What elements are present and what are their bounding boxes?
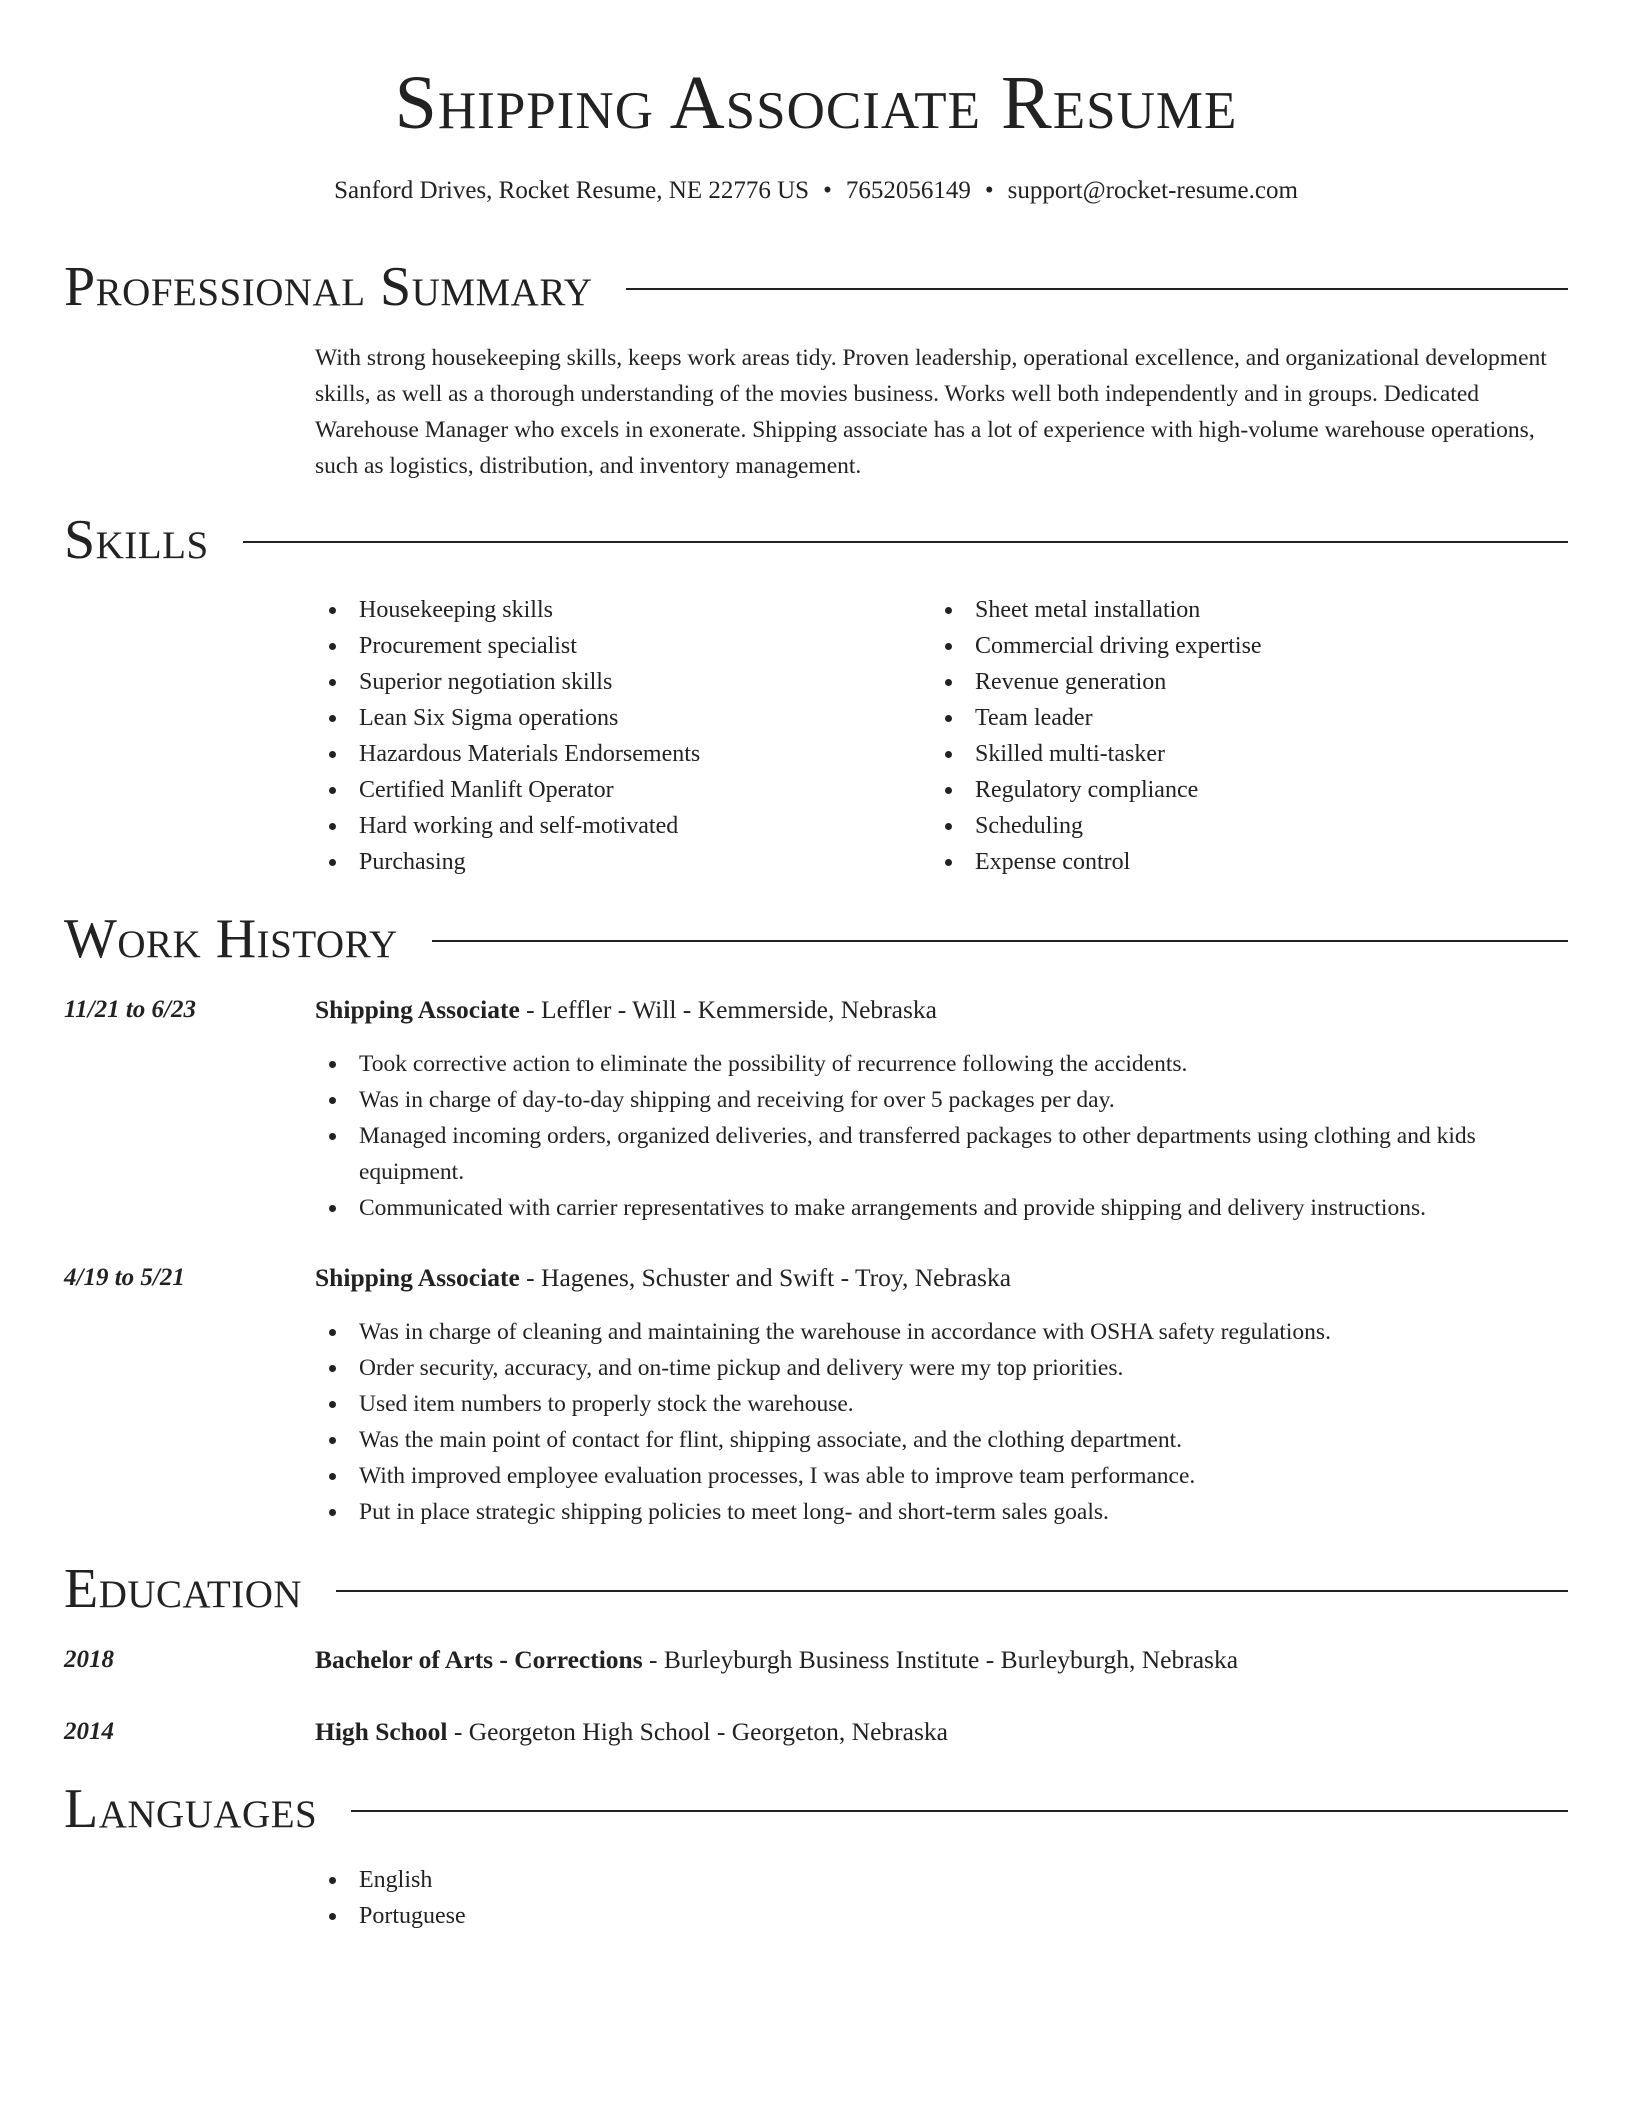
section-header-languages bbox=[64, 1776, 1568, 1842]
languages-list bbox=[315, 1862, 1315, 1934]
job-duties-list bbox=[315, 1046, 1570, 1226]
skill-item: Housekeeping skills bbox=[315, 592, 915, 628]
skill-item: Procurement specialist bbox=[315, 628, 915, 664]
education-year: 2014 bbox=[64, 1718, 114, 1745]
section-divider bbox=[243, 541, 1568, 543]
job-heading bbox=[315, 992, 1570, 1028]
job-duty: Communicated with carrier representatives to make arrangements and provide shipping and delivery instructions. bbox=[315, 1190, 1570, 1226]
education-heading bbox=[315, 1642, 1570, 1678]
job-duty: Was in charge of day-to-day shipping and receiving for over 5 packages per day. bbox=[315, 1082, 1570, 1118]
skill-item: Skilled multi-tasker bbox=[931, 736, 1571, 772]
contact-email[interactable]: support@rocket-resume.com bbox=[1007, 177, 1298, 204]
section-divider bbox=[626, 288, 1568, 290]
contact-separator: • bbox=[984, 177, 994, 204]
skills-list-left bbox=[315, 592, 915, 880]
section-title-skills: Skills bbox=[64, 509, 209, 571]
contact-address: Sanford Drives, Rocket Resume, NE 22776 US bbox=[334, 177, 810, 204]
skill-item: Superior negotiation skills bbox=[315, 664, 915, 700]
skills-list-right bbox=[931, 592, 1571, 880]
skill-item: Scheduling bbox=[931, 808, 1571, 844]
section-title-education: Education bbox=[64, 1558, 303, 1620]
skill-item: Team leader bbox=[931, 700, 1571, 736]
section-divider bbox=[351, 1810, 1568, 1812]
skill-item: Certified Manlift Operator bbox=[315, 772, 915, 808]
language-item: English bbox=[315, 1862, 1315, 1898]
job-duty: Took corrective action to eliminate the possibility of recurrence following the accidents. bbox=[315, 1046, 1570, 1082]
skill-item: Hard working and self-motivated bbox=[315, 808, 915, 844]
job-duty: Managed incoming orders, organized deliveries, and transferred packages to other departments using clothing and kids equipment. bbox=[315, 1118, 1570, 1190]
section-header-education bbox=[64, 1556, 1568, 1622]
skill-item: Purchasing bbox=[315, 844, 915, 880]
job-employer-location: - Hagenes, Schuster and Swift - Troy, Nebraska bbox=[519, 1263, 1012, 1292]
job-duty: Was the main point of contact for flint, shipping associate, and the clothing department. bbox=[315, 1422, 1570, 1458]
job-duties-list bbox=[315, 1314, 1570, 1530]
education-school-location: - Georgeton High School - Georgeton, Nebraska bbox=[447, 1717, 948, 1746]
job-duty: Used item numbers to properly stock the warehouse. bbox=[315, 1386, 1570, 1422]
skill-item: Commercial driving expertise bbox=[931, 628, 1571, 664]
section-header-skills bbox=[64, 507, 1568, 573]
skill-item: Sheet metal installation bbox=[931, 592, 1571, 628]
summary-paragraph: With strong housekeeping skills, keeps work areas tidy. Proven leadership, operational excellence, and organizational development skills, as well as a thorough understanding of the movies business. Works well both independently and in groups. Dedicated Warehouse Manager who excels in exonerate. Shipping associate has a lot of experience with high-volume warehouse operations, such as logistics, distribution, and inventory management. bbox=[315, 345, 1547, 479]
contact-separator: • bbox=[823, 177, 832, 204]
job-dates: 11/21 to 6/23 bbox=[64, 996, 196, 1023]
language-item: Portuguese bbox=[315, 1898, 1315, 1934]
skill-item: Expense control bbox=[931, 844, 1571, 880]
contact-line bbox=[0, 174, 1632, 208]
contact-phone: 7652056149 bbox=[845, 177, 971, 204]
section-divider bbox=[336, 1590, 1568, 1592]
job-employer-location: - Leffler - Will - Kemmerside, Nebraska bbox=[519, 995, 937, 1024]
job-duty: Was in charge of cleaning and maintaining the warehouse in accordance with OSHA safety regulations. bbox=[315, 1314, 1570, 1350]
section-header-summary bbox=[64, 254, 1568, 320]
job-title: Shipping Associate bbox=[315, 1263, 520, 1292]
skill-item: Hazardous Materials Endorsements bbox=[315, 736, 915, 772]
section-title-work: Work History bbox=[64, 908, 398, 970]
skill-item: Regulatory compliance bbox=[931, 772, 1571, 808]
education-degree: Bachelor of Arts - Corrections bbox=[315, 1645, 643, 1674]
education-school-location: - Burleyburgh Business Institute - Burleyburgh, Nebraska bbox=[642, 1645, 1239, 1674]
section-header-work bbox=[64, 906, 1568, 972]
resume-title: Shipping Associate Resume bbox=[394, 61, 1238, 145]
job-dates: 4/19 to 5/21 bbox=[64, 1264, 185, 1291]
job-duty: With improved employee evaluation processes, I was able to improve team performance. bbox=[315, 1458, 1570, 1494]
job-duty: Order security, accuracy, and on-time pickup and delivery were my top priorities. bbox=[315, 1350, 1570, 1386]
job-heading bbox=[315, 1260, 1570, 1296]
skill-item: Lean Six Sigma operations bbox=[315, 700, 915, 736]
section-title-languages: Languages bbox=[64, 1778, 318, 1840]
education-heading bbox=[315, 1714, 1570, 1750]
job-duty: Put in place strategic shipping policies to meet long- and short-term sales goals. bbox=[315, 1494, 1570, 1530]
skill-item: Revenue generation bbox=[931, 664, 1571, 700]
education-degree: High School bbox=[315, 1717, 448, 1746]
section-title-summary: Professional Summary bbox=[64, 256, 593, 318]
education-year: 2018 bbox=[64, 1646, 114, 1673]
job-title: Shipping Associate bbox=[315, 995, 520, 1024]
section-divider bbox=[432, 940, 1568, 942]
